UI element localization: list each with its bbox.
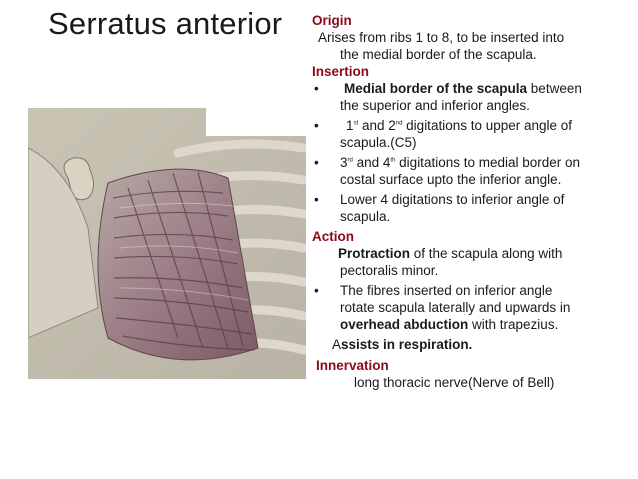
innervation-text: long thoracic nerve(Nerve of Bell) xyxy=(354,375,555,390)
action-bullet-1-rest: with trapezius. xyxy=(468,317,559,332)
action-bullet-1-line2: rotate scapula laterally and upwards in xyxy=(340,300,571,315)
insertion-bullet-2 xyxy=(312,117,632,151)
innervation-heading: Innervation xyxy=(316,358,389,373)
action-bullet-1 xyxy=(312,282,632,333)
insertion-bullet-4-line1: Lower 4 digitations to inferior angle of xyxy=(340,192,565,207)
action-protraction-line2: pectoralis minor. xyxy=(340,263,439,278)
action-bullet-1-bold: overhead abduction xyxy=(340,317,469,332)
insertion-bullet-1 xyxy=(312,80,632,114)
action-protraction-bold: Protraction xyxy=(338,246,411,261)
origin-heading: Origin xyxy=(312,13,352,28)
action-protraction xyxy=(312,245,632,279)
insertion-bullet-2-rest: digitations to upper angle of xyxy=(402,118,573,133)
insertion-bullet-1-line2: the superior and inferior angles. xyxy=(340,98,530,113)
insertion-bullet-3-mid: and 4 xyxy=(352,155,391,170)
ordinal-suffix: st xyxy=(353,120,359,127)
slide-title: Serratus anterior xyxy=(48,6,283,41)
action-assists xyxy=(312,336,632,353)
assists-first-letter: A xyxy=(332,337,342,352)
bullet-marker: • xyxy=(314,81,319,96)
origin-line-1: Arises from ribs 1 to 8, to be inserted into xyxy=(318,30,565,45)
insertion-bullet-3 xyxy=(312,154,632,188)
bullet-marker: • xyxy=(314,118,319,133)
action-bullet-1-line1: The fibres inserted on inferior angle xyxy=(340,283,553,298)
insertion-bullet-2-line2: scapula.(C5) xyxy=(340,135,417,150)
ordinal-number: 3 xyxy=(340,155,348,170)
origin-line-2: the medial border of the scapula. xyxy=(340,47,537,62)
ordinal-number: 1 xyxy=(346,118,354,133)
insertion-bullet-4-line2: scapula. xyxy=(340,209,391,224)
insertion-bullet-3-rest: digitations to medial border on xyxy=(395,155,581,170)
insertion-bullet-3-line2: costal surface upto the inferior angle. xyxy=(340,172,562,187)
bullet-marker: • xyxy=(314,155,319,170)
ordinal-suffix: th xyxy=(390,157,396,164)
bullet-marker: • xyxy=(314,283,319,298)
bullet-marker: • xyxy=(314,192,319,207)
insertion-bullet-1-rest: between xyxy=(527,81,582,96)
ordinal-suffix: nd xyxy=(395,120,403,127)
content-panel xyxy=(312,12,632,391)
action-heading: Action xyxy=(312,229,354,244)
insertion-heading: Insertion xyxy=(312,64,370,79)
action-protraction-rest: of the scapula along with xyxy=(410,246,563,261)
insertion-bullet-1-bold: Medial border of the scapula xyxy=(344,81,528,96)
assists-bold: ssists in respiration. xyxy=(341,337,473,352)
insertion-bullet-2-mid: and 2 xyxy=(358,118,396,133)
serratus-anterior-illustration xyxy=(28,108,306,379)
ordinal-suffix: rd xyxy=(347,157,353,164)
insertion-bullet-4 xyxy=(312,191,632,225)
